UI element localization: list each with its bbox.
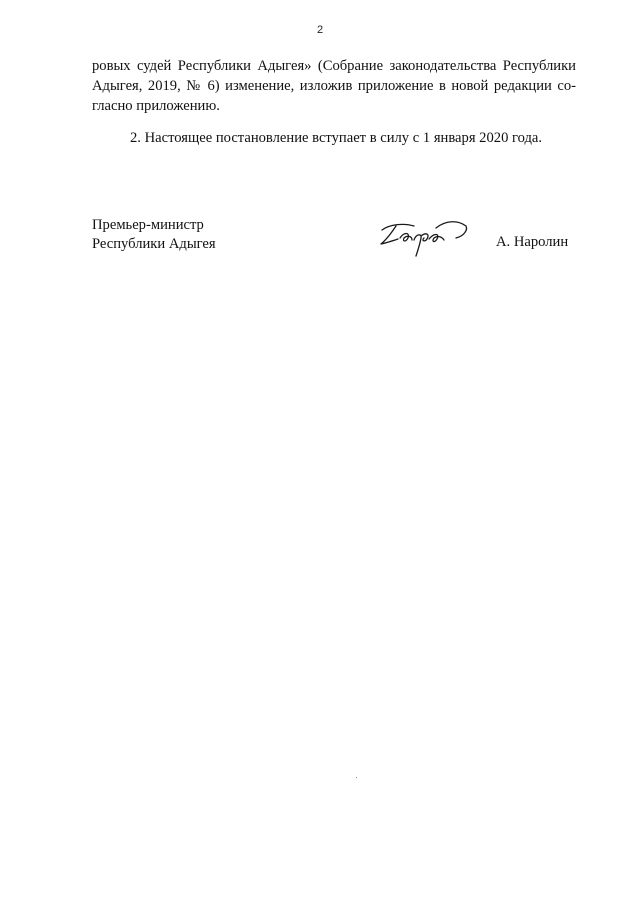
- paragraph-1-line: гласно приложению.: [92, 98, 220, 114]
- signer-name: А. Наролин: [496, 234, 569, 250]
- paragraph-1-line: Адыгея, 2019, № 6) изменение, изложив приложение в новой редакции со-: [92, 78, 576, 94]
- paragraph-2: 2. Настоящее постановление вступает в силу с 1 января 2020 года.: [130, 130, 543, 146]
- scan-speck: [356, 777, 357, 778]
- handwritten-signature: [374, 214, 474, 260]
- signer-title: [92, 216, 216, 254]
- paragraph-1: [92, 56, 576, 116]
- signer-title-line-2: Республики Адыгея: [92, 236, 216, 252]
- signer-title-line-1: Премьер-министр: [92, 217, 204, 233]
- page-number: 2: [316, 24, 324, 36]
- paragraph-1-line: ровых судей Республики Адыгея» (Собрание законодательства Республики: [92, 58, 576, 74]
